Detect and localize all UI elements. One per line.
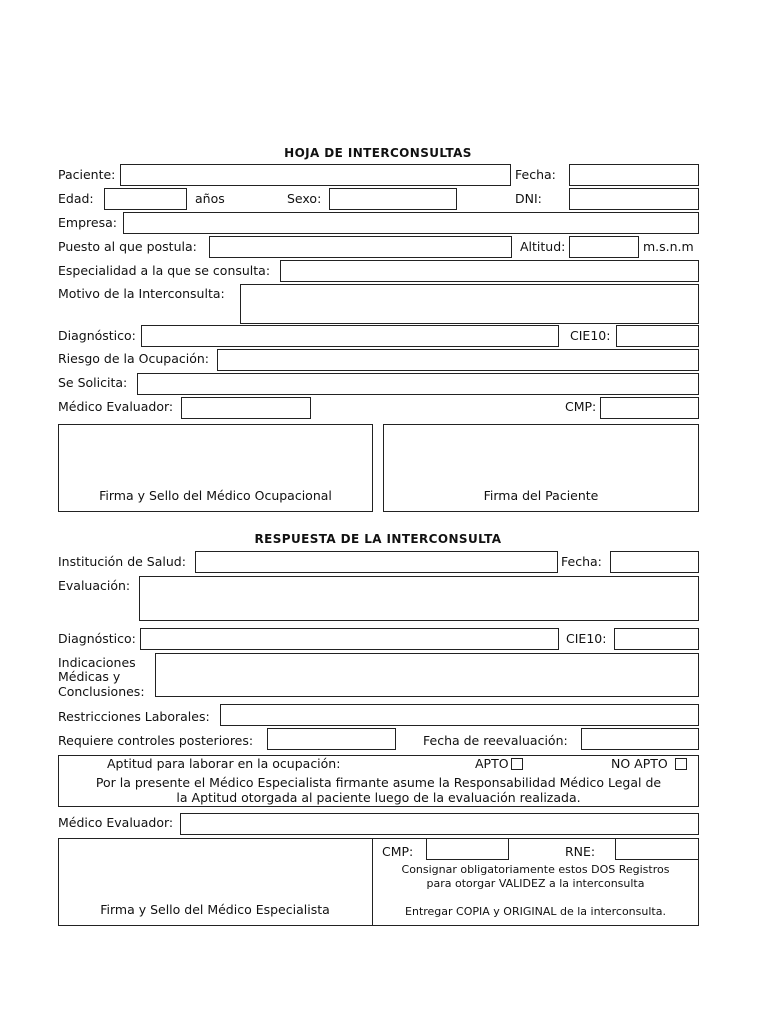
response-cie10-field[interactable] bbox=[614, 628, 699, 650]
entregar-text: Entregar COPIA y ORIGINAL de la interconsulta. bbox=[405, 905, 666, 918]
reevaluacion-field[interactable] bbox=[581, 728, 699, 750]
response-title: RESPUESTA DE LA INTERCONSULTA bbox=[254, 532, 502, 546]
riesgo-field[interactable] bbox=[217, 349, 699, 371]
sexo-field[interactable] bbox=[329, 188, 457, 210]
paciente-label: Paciente: bbox=[58, 167, 116, 182]
evaluacion-label: Evaluación: bbox=[58, 578, 131, 593]
diagnostico-field[interactable] bbox=[141, 325, 559, 347]
solicita-field[interactable] bbox=[137, 373, 699, 395]
reevaluacion-label: Fecha de reevaluación: bbox=[423, 733, 568, 748]
consignar-text-2: para otorgar VALIDEZ a la interconsulta bbox=[426, 877, 645, 890]
response-cmp-label: CMP: bbox=[382, 844, 414, 859]
especialidad-field[interactable] bbox=[280, 260, 699, 282]
evaluacion-field[interactable] bbox=[139, 576, 699, 621]
dni-label: DNI: bbox=[515, 191, 542, 206]
puesto-field[interactable] bbox=[209, 236, 512, 258]
cie10-label: CIE10: bbox=[570, 328, 611, 343]
controles-field[interactable] bbox=[267, 728, 396, 750]
restricciones-field[interactable] bbox=[220, 704, 699, 726]
diagnostico-label: Diagnóstico: bbox=[58, 328, 136, 343]
puesto-label: Puesto al que postula: bbox=[58, 239, 197, 254]
institucion-label: Institución de Salud: bbox=[58, 554, 186, 569]
fecha-field[interactable] bbox=[569, 164, 699, 186]
edad-field[interactable] bbox=[104, 188, 187, 210]
apto-checkbox[interactable] bbox=[511, 758, 523, 770]
sexo-label: Sexo: bbox=[287, 191, 322, 206]
msnm-label: m.s.n.m bbox=[643, 239, 694, 254]
apto-label: APTO bbox=[475, 756, 509, 771]
response-fecha-label: Fecha: bbox=[561, 554, 602, 569]
empresa-label: Empresa: bbox=[58, 215, 117, 230]
aptitud-label: Aptitud para laborar en la ocupación: bbox=[107, 756, 341, 771]
indicaciones-field[interactable] bbox=[155, 653, 699, 697]
response-cie10-label: CIE10: bbox=[566, 631, 607, 646]
legal-text-1: Por la presente el Médico Especialista firmante asume la Responsabilidad Médico Legal de bbox=[95, 775, 662, 790]
dni-field[interactable] bbox=[569, 188, 699, 210]
fecha-label: Fecha: bbox=[515, 167, 556, 182]
response-fecha-field[interactable] bbox=[610, 551, 699, 573]
institucion-field[interactable] bbox=[195, 551, 558, 573]
rne-field[interactable] bbox=[615, 838, 699, 860]
firma-paciente-label: Firma del Paciente bbox=[483, 488, 599, 503]
anos-label: años bbox=[195, 191, 225, 206]
cmp-label: CMP: bbox=[565, 399, 597, 414]
form-title: HOJA DE INTERCONSULTAS bbox=[284, 146, 472, 160]
firma-ocupacional-label: Firma y Sello del Médico Ocupacional bbox=[99, 488, 332, 503]
indicaciones-label-2: Médicas y bbox=[58, 669, 121, 684]
restricciones-label: Restricciones Laborales: bbox=[58, 709, 210, 724]
paciente-field[interactable] bbox=[120, 164, 511, 186]
altitud-field[interactable] bbox=[569, 236, 639, 258]
edad-label: Edad: bbox=[58, 191, 94, 206]
especialidad-label: Especialidad a la que se consulta: bbox=[58, 263, 271, 278]
motivo-label: Motivo de la Interconsulta: bbox=[58, 286, 225, 301]
legal-text-2: la Aptitud otorgada al paciente luego de la evaluación realizada. bbox=[176, 790, 581, 805]
medico-field[interactable] bbox=[181, 397, 311, 419]
controles-label: Requiere controles posteriores: bbox=[58, 733, 254, 748]
indicaciones-label-1: Indicaciones bbox=[58, 655, 136, 670]
response-medico-label: Médico Evaluador: bbox=[58, 815, 174, 830]
no-apto-label: NO APTO bbox=[611, 756, 668, 771]
consignar-text-1: Consignar obligatoriamente estos DOS Registros bbox=[401, 863, 670, 876]
response-medico-field[interactable] bbox=[180, 813, 699, 835]
no-apto-checkbox[interactable] bbox=[675, 758, 687, 770]
response-diagnostico-field[interactable] bbox=[140, 628, 559, 650]
empresa-field[interactable] bbox=[123, 212, 699, 234]
response-diagnostico-label: Diagnóstico: bbox=[58, 631, 136, 646]
riesgo-label: Riesgo de la Ocupación: bbox=[58, 351, 209, 366]
motivo-field[interactable] bbox=[240, 284, 699, 324]
altitud-label: Altitud: bbox=[520, 239, 566, 254]
rne-label: RNE: bbox=[565, 844, 596, 859]
solicita-label: Se Solicita: bbox=[58, 375, 128, 390]
firma-especialista-label: Firma y Sello del Médico Especialista bbox=[100, 902, 330, 917]
cie10-field[interactable] bbox=[616, 325, 699, 347]
response-cmp-field[interactable] bbox=[426, 838, 509, 860]
medico-label: Médico Evaluador: bbox=[58, 399, 174, 414]
indicaciones-label-3: Conclusiones: bbox=[58, 684, 145, 699]
cmp-field[interactable] bbox=[600, 397, 699, 419]
